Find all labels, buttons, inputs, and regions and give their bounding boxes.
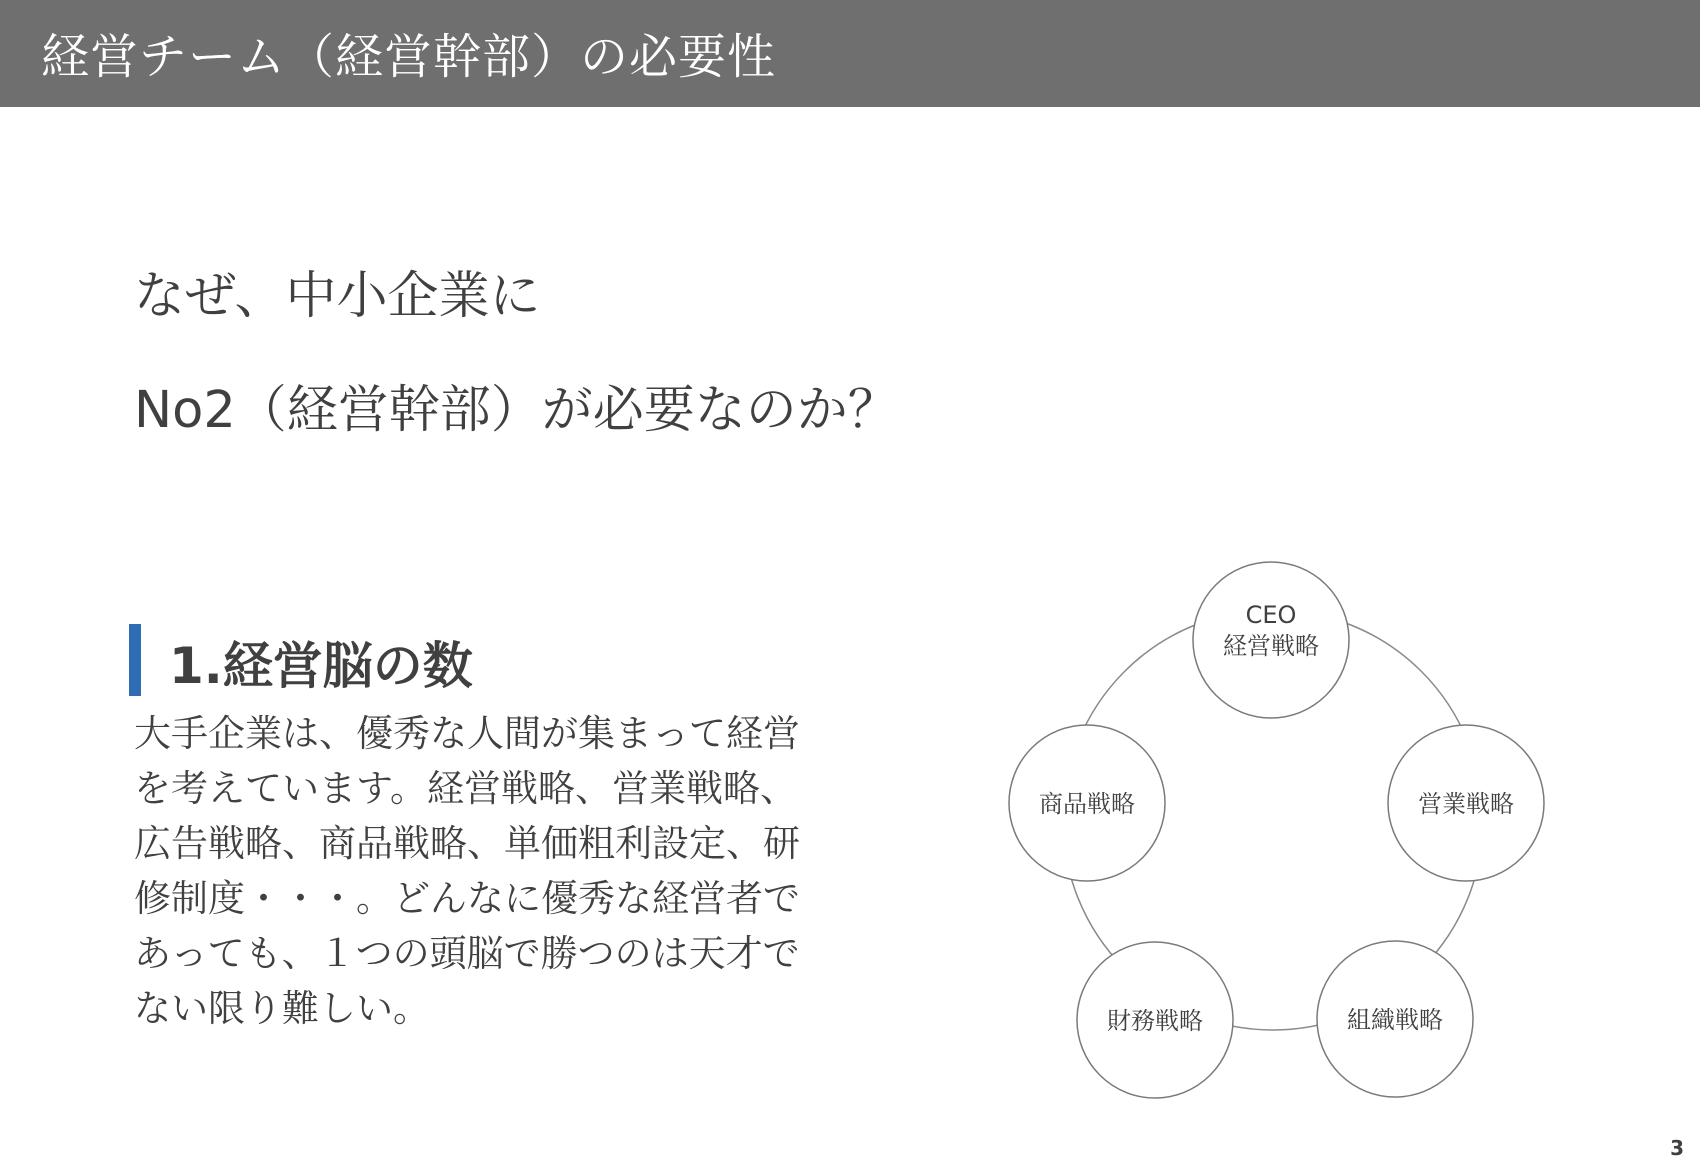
body-line: 広告戦略、商品戦略、単価粗利設定、研 <box>134 822 800 865</box>
body-line: 修制度・・・。どんなに優秀な経営者で <box>134 877 800 920</box>
slide-title: 経営チーム（経営幹部）の必要性 <box>41 29 777 85</box>
section-heading: 1.経営脳の数 <box>169 637 473 695</box>
body-line: を考えています。経営戦略、営業戦略、 <box>134 767 798 810</box>
body-line: 大手企業は、優秀な人間が集まって経営 <box>134 712 800 755</box>
node-finance <box>1077 942 1233 1098</box>
body-line: ない限り難しい。 <box>134 987 430 1030</box>
question-line-1: なぜ、中小企業に <box>134 267 541 326</box>
node-sales-label: 営業戦略 <box>1418 790 1514 818</box>
question-line-2: No2（経営幹部）が必要なのか？ <box>134 381 899 440</box>
body-line: あっても、１つの頭脳で勝つのは天才で <box>134 932 800 975</box>
node-ceo <box>1193 562 1349 718</box>
node-ceo-label-2: 経営戦略 <box>1223 632 1319 660</box>
node-organization-label: 組織戦略 <box>1347 1006 1443 1034</box>
node-sales <box>1388 725 1544 881</box>
node-product-label: 商品戦略 <box>1039 790 1135 818</box>
node-product <box>1009 725 1165 881</box>
node-ceo-label-1: CEO <box>1245 601 1297 629</box>
page-number: 3 <box>1670 1136 1684 1160</box>
node-finance-label: 財務戦略 <box>1107 1007 1203 1035</box>
node-organization <box>1317 941 1473 1097</box>
